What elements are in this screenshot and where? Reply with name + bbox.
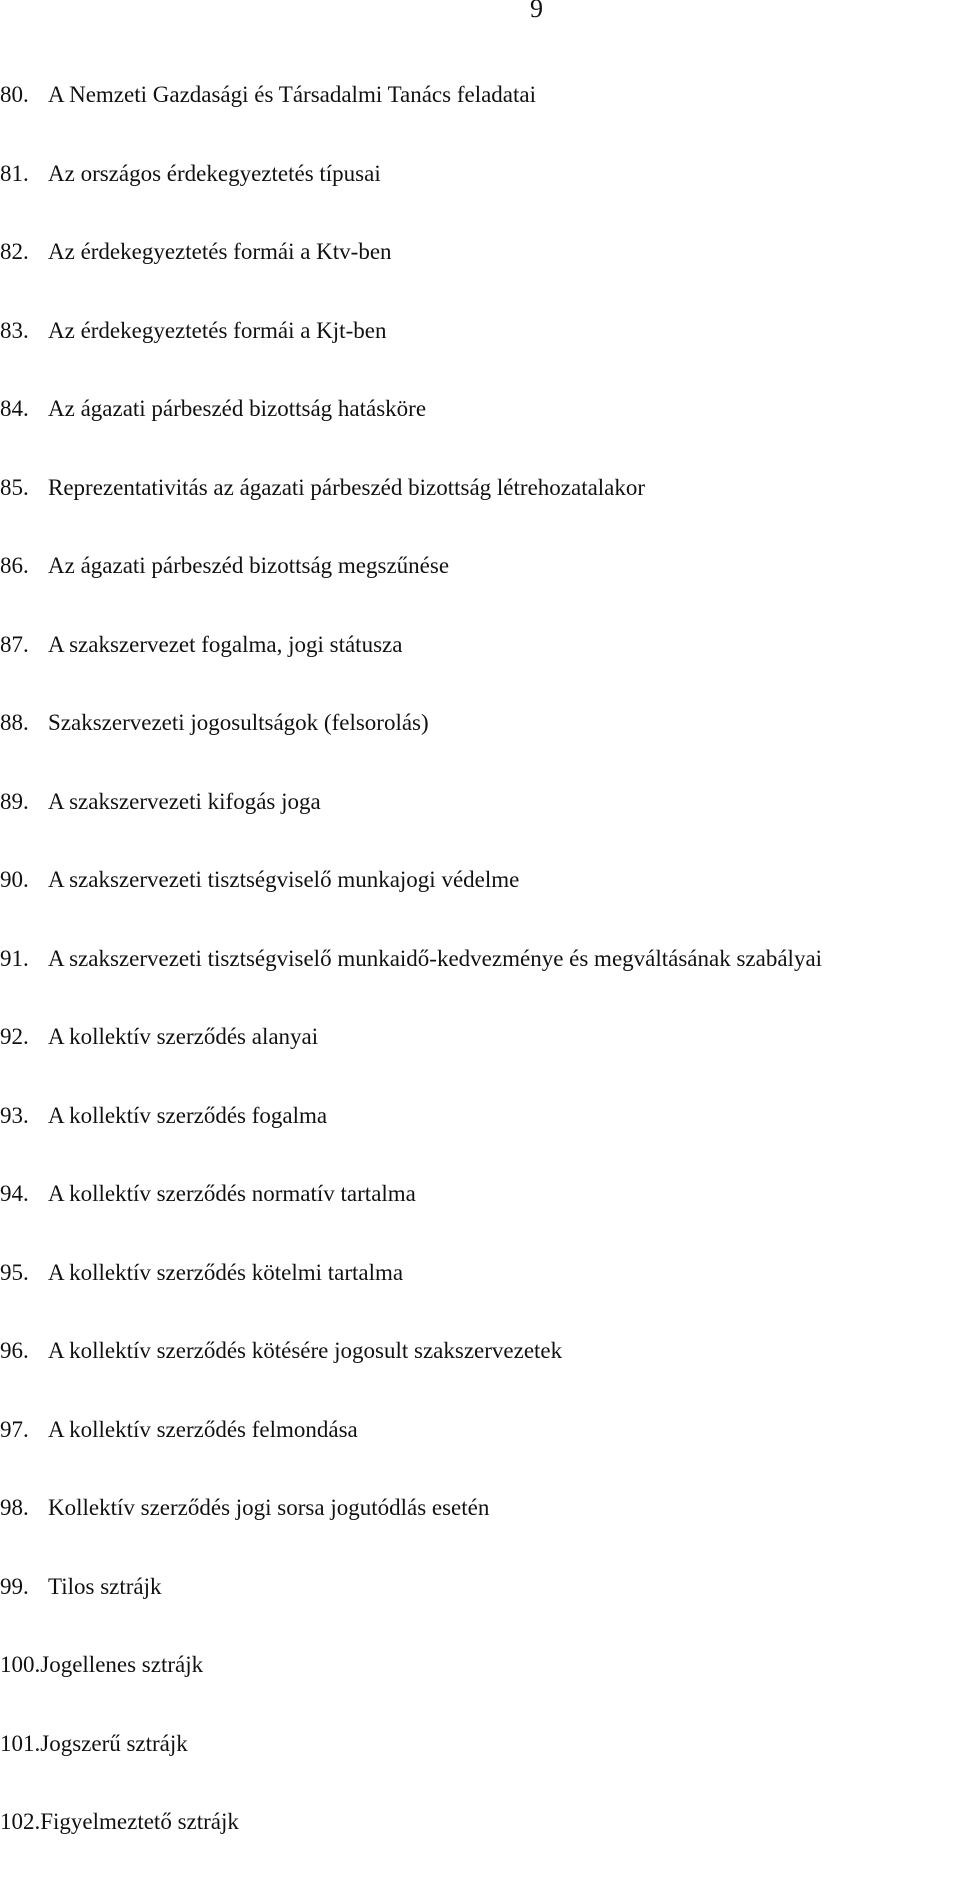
topic-list (0, 80, 822, 1886)
item-text: A szakszervezeti kifogás joga (48, 788, 321, 814)
item-number: 91. (0, 945, 29, 971)
list-item (0, 551, 822, 630)
list-item (0, 1807, 822, 1886)
list-item (0, 787, 822, 866)
item-number: 89. (0, 788, 29, 814)
item-text: Reprezentativitás az ágazati párbeszéd bizottság létrehozatalakor (48, 474, 646, 500)
item-number: 90. (0, 867, 29, 892)
item-number: 84. (0, 396, 29, 421)
list-item (0, 1729, 822, 1808)
item-number: 87. (0, 631, 29, 657)
item-number: 97. (0, 1416, 29, 1442)
item-text: Az érdekegyeztetés formái a Ktv-ben (48, 239, 392, 264)
list-item (0, 1493, 822, 1572)
item-text: A szakszervezeti tisztségviselő munkajogi védelme (48, 867, 520, 892)
list-item (0, 1336, 822, 1415)
item-number: 98. (0, 1495, 29, 1520)
item-number: 100. (0, 1652, 41, 1677)
list-item (0, 708, 822, 787)
list-item (0, 80, 822, 159)
list-item (0, 1101, 822, 1180)
item-number: 92. (0, 1024, 29, 1049)
list-item (0, 1022, 822, 1101)
item-number: 99. (0, 1573, 29, 1599)
list-item (0, 1572, 822, 1651)
item-text: A kollektív szerződés alanyai (48, 1024, 319, 1049)
item-number: 96. (0, 1338, 29, 1363)
item-text: Az érdekegyeztetés formái a Kjt-ben (48, 317, 387, 343)
list-item (0, 237, 822, 316)
item-number: 80. (0, 82, 29, 107)
item-text: A kollektív szerződés kötésére jogosult szakszervezetek (48, 1338, 563, 1363)
list-item (0, 1650, 822, 1729)
list-item (0, 944, 822, 1023)
item-text: Az ágazati párbeszéd bizottság hatásköre (48, 396, 427, 421)
item-text: A Nemzeti Gazdasági és Társadalmi Tanács feladatai (48, 82, 536, 107)
item-text: Tilos sztrájk (48, 1573, 162, 1599)
item-number: 81. (0, 160, 29, 186)
list-item (0, 1258, 822, 1337)
item-number: 82. (0, 239, 29, 264)
list-item (0, 316, 822, 395)
item-text: Jogellenes sztrájk (40, 1652, 204, 1677)
item-number: 101. (0, 1730, 41, 1756)
list-item (0, 394, 822, 473)
item-number: 93. (0, 1102, 29, 1128)
item-number: 83. (0, 317, 29, 343)
item-text: Figyelmeztető sztrájk (40, 1809, 239, 1834)
list-item (0, 159, 822, 238)
item-text: Kollektív szerződés jogi sorsa jogutódlás esetén (48, 1495, 490, 1520)
item-text: A kollektív szerződés fogalma (48, 1102, 328, 1128)
item-text: A kollektív szerződés felmondása (48, 1416, 358, 1442)
item-text: Jogszerű sztrájk (40, 1730, 188, 1756)
list-item (0, 1179, 822, 1258)
list-item (0, 865, 822, 944)
list-item (0, 1415, 822, 1494)
item-number: 95. (0, 1259, 29, 1285)
item-number: 85. (0, 474, 29, 500)
item-text: Szakszervezeti jogosultságok (felsorolás) (48, 710, 429, 735)
page-number: 9 (530, 0, 543, 23)
list-item (0, 473, 822, 552)
item-number: 88. (0, 710, 29, 735)
item-text: Az országos érdekegyeztetés típusai (48, 160, 381, 186)
item-text: Az ágazati párbeszéd bizottság megszűnése (48, 553, 450, 578)
item-number: 102. (0, 1809, 41, 1834)
item-number: 94. (0, 1181, 29, 1206)
item-text: A kollektív szerződés kötelmi tartalma (48, 1259, 404, 1285)
item-text: A szakszervezeti tisztségviselő munkaidő-kedvezménye és megváltásának szabályai (48, 945, 823, 971)
item-text: A kollektív szerződés normatív tartalma (48, 1181, 416, 1206)
item-text: A szakszervezet fogalma, jogi státusza (48, 631, 403, 657)
list-item (0, 630, 822, 709)
item-number: 86. (0, 553, 29, 578)
